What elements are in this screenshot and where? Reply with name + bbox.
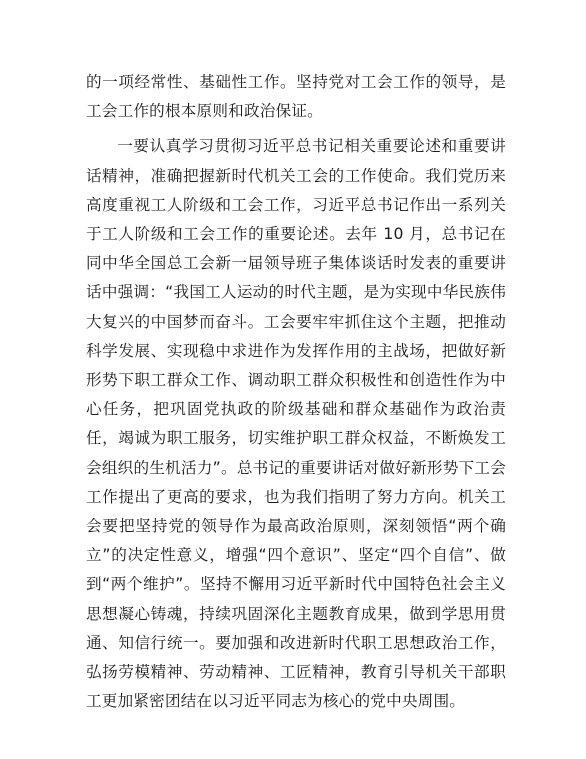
paragraph-continuation: 的一项经常性、基础性工作。坚持党对工会工作的领导，是工会工作的根本原则和政治保证。 — [86, 73, 506, 121]
paragraph-section-one: 一要认真学习贯彻习近平总书记相关重要论述和重要讲话精神，准确把握新时代机关工会的工作使命。我们党历来高度重视工人阶级和工会工作，习近平总书记作出一系列关于工人阶级和工会工作的重要论述。去年 10 月，总书记在同中华全国总工会新一届领导班子集体谈话时发表的重要讲话中强调：“我国工人运动的时代主题，是为实现中华民族伟大复兴的中国梦而奋斗。工会要牢牢抓住这个主题，把推动科学发展、实现稳中求进作为发挥作用的主战场，把做好新形势下职工群众工作、调动职工群众积极性和创造性作为中心任务，把巩固党执政的阶级基础和群众基础作为政治责任，竭诚为职工服务，切实维护职工群众权益，不断焕发工会组织的生机活力”。总书记的重要讲话对做好新形势下工会工作提出了更高的要求，也为我们指明了努力方向。机关工会要把坚持党的领导作为最高政治原则，深刻领悟“两个确立”的决定性意义，增强“四个意识”、坚定“四个自信”、做到“两个维护”。坚持不懈用习近平新时代中国特色社会主义思想凝心铸魂，持续巩固深化主题教育成果，做到学思用贯通、知信行统一。要加强和改进新时代职工思想政治工作，弘扬劳模精神、劳动精神、工匠精神，教育引导机关干部职工更加紧密团结在以习近平同志为核心的党中央周围。 — [86, 137, 506, 711]
document-body — [86, 68, 506, 716]
